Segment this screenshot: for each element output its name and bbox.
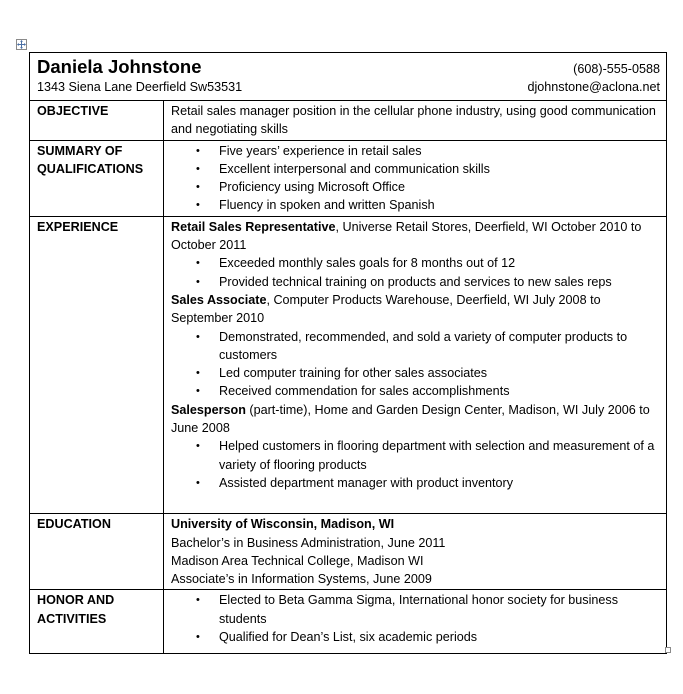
experience-row: [30, 216, 667, 513]
list-item: [171, 591, 660, 628]
list-item-text: Demonstrated, recommended, and sold a variety of computer products to customers: [219, 329, 628, 362]
job-title: Salesperson: [171, 402, 246, 417]
job-heading: [171, 291, 660, 328]
list-item: [171, 142, 660, 160]
list-item-text: Exceeded monthly sales goals for 8 months out of 12: [219, 256, 516, 271]
objective-row: [30, 101, 667, 141]
resume-table: [29, 52, 667, 654]
header-cell[interactable]: [30, 53, 667, 101]
list-item: [171, 628, 660, 646]
education-content[interactable]: [164, 514, 667, 590]
honors-row: [30, 590, 667, 654]
header-row: [30, 53, 667, 101]
summary-label: [30, 140, 164, 216]
list-item-text: Excellent interpersonal and communication skills: [219, 161, 490, 176]
job-heading: [171, 401, 660, 438]
list-item-text: Fluency in spoken and written Spanish: [219, 198, 435, 213]
bullet-icon: •: [196, 257, 200, 270]
bullet-icon: •: [196, 476, 200, 489]
list-item: [171, 382, 660, 400]
summary-content[interactable]: [164, 140, 667, 216]
job-bullets: [171, 254, 660, 291]
list-item: [171, 196, 660, 214]
home-address: 1343 Siena Lane Deerfield Sw53531: [37, 80, 243, 94]
objective-label: OBJECTIVE: [30, 101, 164, 141]
experience-content[interactable]: [164, 216, 667, 513]
summary-label-line1: SUMMARY OF: [37, 143, 123, 158]
honors-list: [171, 591, 660, 646]
bullet-icon: •: [196, 330, 200, 343]
table-move-handle-icon[interactable]: [16, 39, 27, 50]
job-bullets: [171, 328, 660, 401]
summary-list: [171, 142, 660, 215]
job-details: , Universe Retail Stores, Deerfield, WI October 2010 to October 2011: [171, 219, 642, 253]
list-item: [171, 254, 660, 272]
job-heading: [171, 218, 660, 255]
school-name: Madison Area Technical College, Madison WI: [171, 553, 424, 568]
job-title: Sales Associate: [171, 292, 267, 307]
list-item: [171, 474, 660, 492]
bullet-icon: •: [196, 199, 200, 212]
list-item-text: Five years’ experience in retail sales: [219, 143, 422, 158]
list-item: [171, 328, 660, 365]
list-item-text: Led computer training for other sales associates: [219, 366, 488, 381]
list-item: [171, 437, 660, 474]
experience-label: EXPERIENCE: [30, 216, 164, 513]
honors-label-line1: HONOR AND: [37, 593, 115, 608]
list-item: [171, 364, 660, 382]
list-item: [171, 178, 660, 196]
list-item-text: Assisted department manager with product inventory: [219, 475, 514, 490]
list-item-text: Proficiency using Microsoft Office: [219, 180, 405, 195]
trailing-space: [171, 646, 660, 652]
degree: Associate’s in Information Systems, June 2009: [171, 572, 432, 587]
summary-label-line2: QUALIFICATIONS: [37, 161, 144, 176]
bullet-icon: •: [196, 385, 200, 398]
honors-label: [30, 590, 164, 654]
objective-text[interactable]: Retail sales manager position in the cellular phone industry, using good communication and negotiating skills: [164, 101, 667, 141]
education-label: EDUCATION: [30, 514, 164, 590]
school-name: University of Wisconsin, Madison, WI: [171, 517, 395, 532]
bullet-icon: •: [196, 144, 200, 157]
list-item: [171, 273, 660, 291]
bullet-icon: •: [196, 594, 200, 607]
list-item-text: Elected to Beta Gamma Sigma, International honor society for business students: [219, 593, 619, 626]
job-details: , Computer Products Warehouse, Deerfield, WI July 2008 to September 2010: [171, 292, 601, 326]
table-resize-handle-icon[interactable]: [665, 647, 671, 653]
email-address: djohnstone@aclona.net: [527, 80, 660, 94]
job-details: (part-time), Home and Garden Design Center, Madison, WI July 2006 to June 2008: [171, 402, 650, 436]
honors-label-line2: ACTIVITIES: [37, 611, 107, 626]
list-item-text: Provided technical training on products and services to new sales reps: [219, 274, 612, 289]
bullet-icon: •: [196, 631, 200, 644]
job-bullets: [171, 437, 660, 492]
list-item-text: Qualified for Dean’s List, six academic periods: [219, 630, 478, 645]
bullet-icon: •: [196, 367, 200, 380]
bullet-icon: •: [196, 275, 200, 288]
bullet-icon: •: [196, 162, 200, 175]
bullet-icon: •: [196, 440, 200, 453]
education-row: [30, 514, 667, 590]
list-item-text: Helped customers in flooring department with selection and measurement of a variety of flooring products: [219, 439, 655, 472]
degree: Bachelor’s in Business Administration, June 2011: [171, 535, 446, 550]
empty-paragraph: [171, 492, 660, 512]
honors-content[interactable]: [164, 590, 667, 654]
candidate-name: Daniela Johnstone: [37, 56, 202, 77]
job-title: Retail Sales Representative: [171, 219, 336, 234]
list-item-text: Received commendation for sales accomplishments: [219, 384, 510, 399]
bullet-icon: •: [196, 181, 200, 194]
list-item: [171, 160, 660, 178]
summary-row: [30, 140, 667, 216]
phone-number: (608)-555-0588: [573, 62, 660, 76]
